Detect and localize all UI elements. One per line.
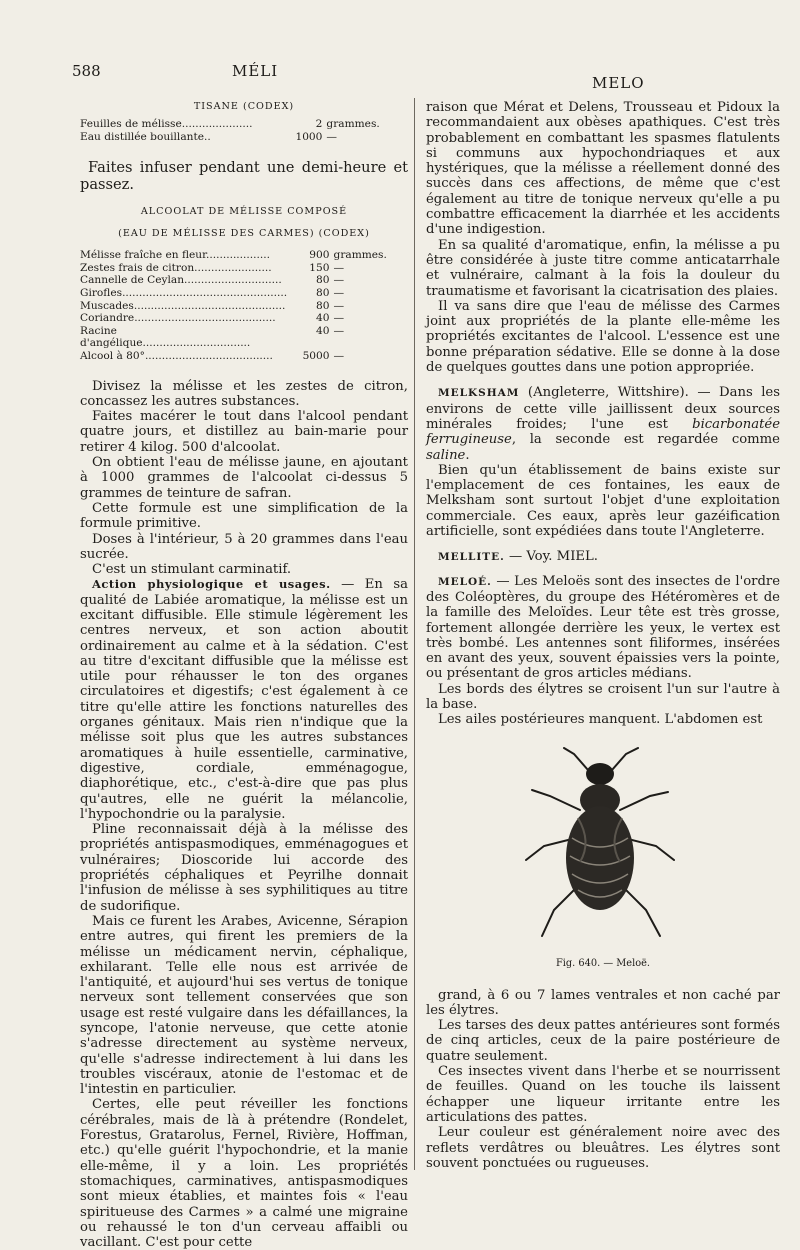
ingredient-qty: 5000 — [302, 349, 330, 362]
ingredient-name: Zestes frais de citron....................... — [80, 261, 272, 274]
ingredient-qty: 1000 — [295, 130, 323, 143]
paragraph: Leur couleur est généralement noire avec des reflets verdâtres ou bleuâtres. Les élytres sont souvent ponctuées ou rugueuses. — [426, 1125, 780, 1171]
tisane-title: TISANE (CODEX) — [193, 101, 295, 112]
ingredient-name: Feuilles de mélisse..................... — [80, 118, 253, 130]
paragraph: Les bords des élytres se croisent l'un sur l'autre à la base. — [426, 681, 780, 712]
paragraph: Cette formule est une simplification de la formule primitive. — [80, 500, 408, 532]
left-column — [80, 100, 408, 1250]
paragraph: Il va sans dire que l'eau de mélisse des Carmes joint aux propriétés de la plante elle-même les propriétés excitantes de l'alcool. L'essence est une bonne préparation sédative. Elle se donne à la dose de quelques gouttes dans une potion appropriée. — [426, 298, 780, 376]
recipe-row — [80, 249, 408, 262]
paragraph: Mais ce furent les Arabes, Avicenne, Sérapion entre autres, qui firent les premiers de la mélisse un médicament nervin, céphalique, exhilarant. Telle elle nous est arrivée de l'antiquité, et aujourd'hui ses vertus de tonique nerveux sont tellement conservées que son usage est resté vulgaire dans les défaillances, la syncope, l'atonie nerveuse, que cette atonie s'adresse directement au système nerveux, qu'elle s'adresse indirectement à lui dans les troubles viscéraux, atonie de l'estomac et de l'intestin en particulier. — [80, 913, 408, 1098]
alcoolat-title: ALCOOLAT DE MÉLISSE COMPOSÉ — [140, 206, 348, 218]
page-number: 588 — [72, 62, 101, 80]
paragraph: Les tarses des deux pattes antérieures sont formés de cinq articles, ceux de la paire postérieure de quatre seulement. — [426, 1018, 780, 1064]
infuse-instruction: Faites infuser pendant une demi-heure et passez. — [80, 159, 408, 194]
recipe-row — [80, 131, 408, 144]
ingredient-qty: 80 — [316, 286, 330, 299]
italic-term: bicarbonatée ferrugineuse — [426, 416, 780, 448]
entry-text: — Les Meloës sont des insectes de l'ordre des Coléoptères, du groupe des Hétéromères et de la famille des Meloïdes. Leur tête est très grosse, fortement allongée derrière les yeux, le vertex est très bombé. Les antennes sont filiformes, insérées en avant des yeux, souvent épaissies vers la pointe, ou présentant de gros articles médians. — [426, 573, 780, 682]
ingredient-name: Eau distillée bouillante.. — [80, 130, 211, 143]
alcoolat-recipe — [80, 249, 408, 362]
ingredient-unit: grammes. — [326, 118, 380, 130]
recipe-row — [80, 325, 408, 350]
entry-text: — Voy. MIEL. — [504, 549, 598, 565]
ingredient-name: Racine d'angélique................................ — [80, 324, 251, 350]
ingredient-qty: 40 — [316, 324, 330, 337]
recipe-row — [80, 350, 408, 363]
paragraph: Divisez la mélisse et les zestes de citron, concassez les autres substances. — [80, 378, 408, 409]
right-column — [426, 100, 780, 1171]
ingredient-unit: — — [333, 286, 345, 299]
ingredient-unit: grammes. — [333, 249, 387, 262]
ingredient-unit: — — [333, 299, 345, 312]
paragraph: Ces insectes vivent dans l'herbe et se nourrissent de feuilles. Quand on les touche ils laissent échapper une liqueur irritante entre les articulations des pattes. — [426, 1064, 780, 1125]
paragraph: En sa qualité d'aromatique, enfin, la mélisse a pu être considérée à juste titre comme anticatarrhale et vulnéraire, calmant à la fois la douleur du traumatisme et favorisant la cicatrisation des plaies. — [426, 237, 780, 299]
entry-text: , la seconde est regardée comme — [511, 432, 780, 448]
paragraph-text: — En sa qualité de Labiée aromatique, la mélisse est un excitant diffusible. Elle stimule légèrement les centres nerveux, et son action aboutit ordinairement au calme et à la sédation. C'est au titre d'excitant diffusible que la mélisse est utile pour réhausser le ton des organes circulatoires et digestifs; c'est également à ce titre qu'elle attire les fonctions naturelles des organes génitaux. Mais rien n'indique que la mélisse soit plus que les autres substances aromatiques à huile essentielle, carminative, digestive, cordiale, emménagogue, diaphorétique, etc., c'est-à-dire que pas plus qu'autres, elle ne guérit la mélancolie, l'hypochondrie ou la paralysie. — [80, 577, 408, 822]
recipe-row — [80, 262, 408, 275]
running-head-right: MELO — [592, 74, 645, 92]
paragraph: raison que Mérat et Delens, Trousseau et Pidoux la recommandaient aux obèses apathiques. C'est très probablement en combattant les spasmes flatulents si communs aux hypochondriaques et aux hystériques, que la mélisse a réellement donné des succès dans ces affections, de même que c'est également au titre de tonique nerveux qu'elle a pu combattre efficacement la diarrhée et les accidents d'une indigestion. — [426, 100, 780, 238]
paragraph: Doses à l'intérieur, 5 à 20 grammes dans l'eau sucrée. — [80, 531, 408, 562]
tisane-recipe — [80, 118, 408, 143]
ingredient-unit: — — [326, 130, 338, 143]
italic-term: saline — [426, 447, 466, 463]
ingredient-name: Cannelle de Ceylan............................. — [80, 274, 282, 287]
ingredient-unit: — — [333, 261, 345, 274]
ingredient-name: Coriandre.......................................... — [80, 312, 276, 325]
entry-mellite — [426, 549, 780, 565]
running-head-left: MÉLI — [232, 62, 279, 80]
entry-heading: MELKSHAM — [438, 387, 520, 400]
paragraph: Faites macérer le tout dans l'alcool pendant quatre jours, et distillez au bain-marie pour retirer 4 kilog. 500 d'alcoolat. — [80, 409, 408, 455]
paragraph: Certes, elle peut réveiller les fonctions cérébrales, mais de là à prétendre (Rondelet, Forestus, Gratarolus, Fernel, Rivière, Hoffman, etc.) qu'elle guérit l'hypochondrie, et la manie elle-même, il y a loin. Les propriétés stomachiques, carminatives, antispasmodiques sont mieux établies, et maintes fois « l'eau spiritueuse des Carmes » a calmé une migraine ou rehaussé le ton d'un cerveau affaibli ou vacillant. C'est pour cette — [80, 1097, 408, 1250]
figure-caption: Fig. 640. — Meloë. — [555, 957, 651, 969]
ingredient-name: Mélisse fraîche en fleur................... — [80, 249, 270, 262]
ingredient-name: Girofles................................................. — [80, 286, 288, 299]
ingredient-unit: — — [333, 312, 345, 325]
section-heading: Action physiologique et usages. — [92, 577, 331, 592]
paragraph: grand, à 6 ou 7 lames ventrales et non caché par les élytres. — [426, 987, 780, 1018]
ingredient-unit: — — [333, 274, 345, 287]
column-divider — [414, 98, 415, 1170]
paragraph: Les ailes postérieures manquent. L'abdomen est — [438, 712, 763, 728]
paragraph: Bien qu'un établissement de bains existe sur l'emplacement de ces fontaines, les eaux de Melksham sont surtout l'objet d'une exploitation commerciale. Ces eaux, après leur gazéification artificielle, sont expédiées dans toute l'Angleterre. — [426, 462, 780, 540]
entry-melksham — [426, 385, 780, 462]
ingredient-name: Muscades............................................. — [80, 299, 286, 312]
recipe-row — [80, 274, 408, 287]
paragraph-action — [80, 577, 408, 822]
ingredient-qty: 80 — [316, 274, 330, 287]
paragraph: C'est un stimulant carminatif. — [92, 562, 292, 578]
recipe-row — [80, 118, 408, 131]
ingredient-unit: — — [333, 349, 345, 362]
entry-meloe — [426, 574, 780, 682]
ingredient-qty: 900 — [309, 249, 330, 262]
meloe-figure — [426, 742, 780, 958]
alcoolat-subtitle: (EAU DE MÉLISSE DES CARMES) (CODEX) — [118, 228, 370, 240]
paragraph: On obtient l'eau de mélisse jaune, en ajoutant à 1000 grammes de l'alcoolat ci-dessus 5 grammes de teinture de safran. — [80, 455, 408, 501]
entry-text: (Angleterre, Wittshire). — Dans les environs de cette ville jaillissent deux sources minérales froides; l'une est — [426, 385, 780, 432]
entry-heading: MELOÉ. — [438, 575, 492, 588]
entry-text: . — [465, 447, 470, 463]
beetle-illustration — [510, 746, 690, 942]
ingredient-qty: 40 — [316, 312, 330, 325]
ingredient-qty: 80 — [316, 299, 330, 312]
ingredient-unit: — — [333, 324, 345, 337]
recipe-row — [80, 300, 408, 313]
paragraph: Pline reconnaissait déjà à la mélisse des propriétés antispasmodiques, emménagogues et vulnéraires; Dioscoride lui accorde des propriétés céphaliques et Peyrilhe donnait l'infusion de mélisse à ses syphilitiques au titre de sudorifique. — [80, 822, 408, 914]
ingredient-qty: 2 — [315, 118, 323, 130]
ingredient-qty: 150 — [309, 261, 330, 274]
recipe-row — [80, 312, 408, 325]
recipe-row — [80, 287, 408, 300]
entry-heading: MELLITE. — [438, 551, 505, 564]
ingredient-name: Alcool à 80°...................................... — [80, 349, 273, 362]
